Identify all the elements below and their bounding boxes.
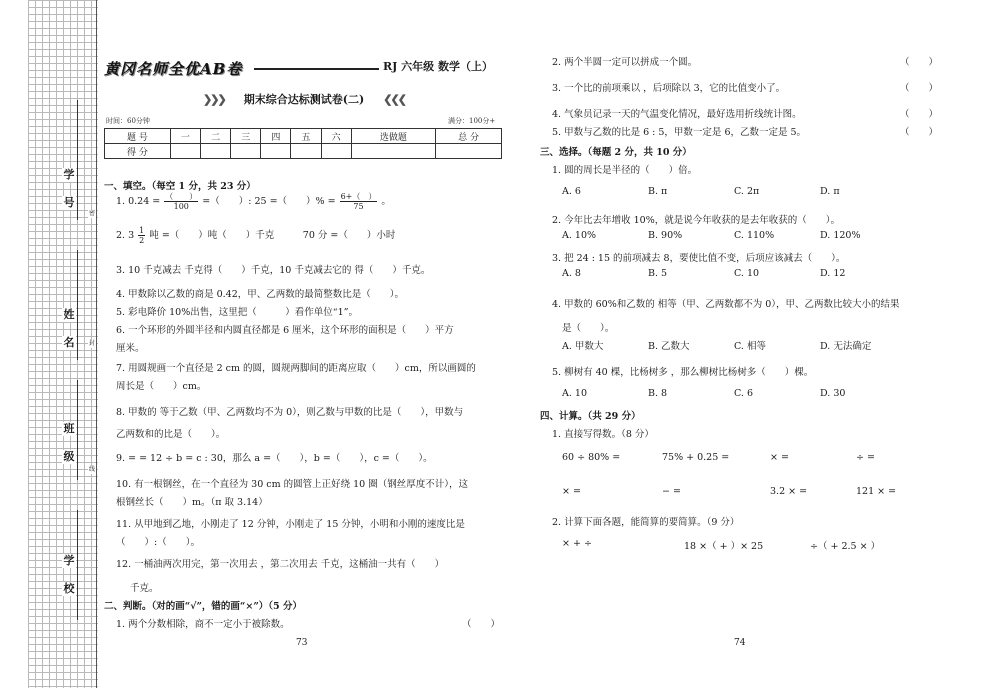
q2-frac-den: 2 [139,236,145,245]
choice-2: 2. 今年比去年增收 10%，就是说今年收获的是去年收获的（ ）。 [552,215,840,226]
seal-mark-1: 密 [88,210,95,217]
seal-mark-2: 封 [88,340,95,347]
score-header-cell: 六 [321,129,351,144]
score-header-cell: 四 [261,129,291,144]
q1-start: 1. 0.24 = [116,196,161,207]
score-header-cell: 三 [231,129,261,144]
choice-3-option-a[interactable]: A. 8 [562,268,581,279]
calc-2-item-1: × + ÷ [562,538,592,549]
judge-5: 5. 甲数与乙数的比是 6 : 5，甲数一定是 6，乙数一定是 5。 [552,127,807,138]
choice-2-option-d[interactable]: D. 120% [820,230,861,241]
score-cell[interactable] [201,144,231,159]
choice-1-option-a[interactable]: A. 6 [562,186,581,197]
choice-1-option-c[interactable]: C. 2π [734,186,760,197]
score-cell[interactable] [170,144,200,159]
question-12-line1: 12. 一桶油两次用完，第一次用去 ，第二次用去 千克，这桶油一共有（ ） [116,559,445,570]
choice-2-option-b[interactable]: B. 90% [648,230,683,241]
q1-frac-num: （ ） [165,192,198,201]
judge-5-answer[interactable]: （ ） [900,127,939,138]
question-1 [116,192,391,211]
question-5: 5. 彩电降价 10%出售，这里把（ ）看作单位“1”。 [116,307,358,318]
school-label-2: 校 [63,582,75,595]
name-label-2: 名 [63,336,75,349]
name-line [77,250,78,360]
exam-title-row [104,88,504,108]
score-cell[interactable] [231,144,261,159]
question-6-line1: 6. 一个环形的外圆半径和内圆直径都是 6 厘米，这个环形的面积是（ ）平方 [116,325,454,336]
question-7-line1: 7. 用圆规画一个直径是 2 cm 的圆，圆规两脚间的距离应取（ ）cm，所以画圆的 [116,363,476,374]
choice-4-option-d[interactable]: D. 无法确定 [820,341,872,352]
choice-2-option-a[interactable]: A. 10% [562,230,597,241]
student-number-label-1: 学 [63,168,75,181]
brand-text: 黄冈名师全优AB卷 [104,60,243,78]
q2-start: 2. 3 [116,230,135,241]
margin-line [96,0,97,688]
choice-3: 3. 把 24 : 15 的前项减去 8，要使比值不变，后项应该减去（ ）。 [552,253,846,264]
full-score: 满分：100分+ [448,117,496,125]
section-choice: 三、选择。（每题 2 分，共 10 分） [540,147,692,158]
question-6-line2: 厘米。 [116,343,145,354]
choice-2-option-c[interactable]: C. 110% [734,230,775,241]
judge-3: 3. 一个比的前项乘以 ，后项除以 3，它的比值变小了。 [552,83,786,94]
question-9: 9. = = 12 ÷ b = c : 30，那么 a =（ ），b =（ ），c =（ ）。 [116,453,433,464]
choice-1-option-b[interactable]: B. π [648,186,668,197]
name-label-1: 姓 [63,308,75,321]
question-8-line1: 8. 甲数的 等于乙数（甲、乙两数均不为 0），则乙数与甲数的比是（ ），甲数与 [116,407,464,418]
choice-3-option-c[interactable]: C. 10 [734,268,760,279]
question-3: 3. 10 千克减去 千克得（ ）千克，10 千克减去它的 得（ ）千克。 [116,265,431,276]
question-12-line2: 千克。 [130,583,159,594]
question-10-line1: 10. 有一根钢丝，在一个直径为 30 cm 的圆管上正好绕 10 圈（钢丝厚度不计），这 [116,479,468,490]
class-label-1: 班 [63,422,75,435]
time-limit: 时间：60分钟 [106,117,150,125]
judge-2: 2. 两个半圆一定可以拼成一个圆。 [552,57,698,68]
q2-rest: 吨 =（ ）吨（ ）千克 70 分 =（ ）小时 [149,230,396,241]
calc-1-item-3: × = [770,452,789,463]
question-7-line2: 周长是（ ）cm。 [116,381,207,392]
section-calculation: 四、计算。（共 29 分） [540,411,641,422]
calc-2-heading: 2. 计算下面各题，能简算的要简算。（9 分） [552,517,740,528]
chevrons-right: ❮❮❮ [383,93,405,106]
calc-1-item-2: 75% + 0.25 = [662,452,730,463]
q1-frac2-num: 6+（ ） [340,192,377,201]
score-cell[interactable] [436,144,502,159]
q1-period: 。 [381,196,391,207]
school-label-1: 学 [63,554,75,567]
question-11-line1: 11. 从甲地到乙地，小刚走了 12 分钟，小刚走了 15 分钟，小明和小刚的速度比是 [116,519,465,530]
class-line [77,380,78,480]
question-10-line2: 根钢丝长（ ）m。（π 取 3.14） [116,497,268,508]
q1-frac2-den: 75 [353,202,364,211]
judge-2-answer[interactable]: （ ） [900,57,939,68]
judge-4: 4. 气象员记录一天的气温变化情况，最好选用折线统计图。 [552,109,802,120]
score-header-cell: 二 [201,129,231,144]
choice-4-option-a[interactable]: A. 甲数大 [562,341,604,352]
calc-1-item-5: × = [562,486,581,497]
seal-mark-3: 线 [88,466,95,473]
choice-5-option-a[interactable]: A. 10 [562,388,587,399]
score-header-cell: 总 分 [436,129,502,144]
chevrons-left: ❯❯❯ [203,93,225,106]
score-table-header-row [105,129,502,144]
calc-1-item-1: 60 ÷ 80% = [562,452,621,463]
q1-middle: =（ ）: 25 =（ ）% = [202,196,336,207]
choice-5-option-b[interactable]: B. 8 [648,388,668,399]
question-4: 4. 甲数除以乙数的商是 0.42，甲、乙两数的最简整数比是（ ）。 [116,289,405,300]
q1-fraction-1 [164,192,198,211]
section-judgement: 二、判断。（对的画“√”，错的画“×”）（5 分） [104,601,302,612]
score-table-score-row [105,144,502,159]
choice-3-option-b[interactable]: B. 5 [648,268,668,279]
question-8-line2: 乙两数和的比是（ ）。 [116,429,226,440]
score-cell[interactable] [261,144,291,159]
calc-2-item-3: ÷（ + 2.5 × ） [810,541,881,552]
choice-1-option-d[interactable]: D. π [820,186,840,197]
q2-frac-num: 1 [139,226,145,235]
choice-4-line2: 是（ ）。 [562,323,615,334]
question-2 [116,226,395,245]
choice-3-option-d[interactable]: D. 12 [820,268,846,279]
choice-4-option-c[interactable]: C. 相等 [734,341,766,352]
student-number-line [77,100,78,220]
calc-1-item-7: 3.2 × = [770,486,808,497]
score-header-cell: 五 [291,129,321,144]
choice-1: 1. 圆的周长是半径的（ ）倍。 [552,165,698,176]
score-header-cell: 题 号 [105,129,171,144]
judge-3-answer[interactable]: （ ） [900,83,939,94]
page-number-left: 73 [296,638,308,648]
choice-5-option-c[interactable]: C. 6 [734,388,754,399]
score-row-label: 得 分 [105,144,171,159]
class-label-2: 级 [63,450,75,463]
choice-4-line1: 4. 甲数的 60%和乙数的 相等（甲、乙两数都不为 0），甲、乙两数比较大小的结果 [552,299,900,310]
score-table [104,128,502,159]
score-cell[interactable] [291,144,321,159]
calc-1-item-4: ÷ = [856,452,875,463]
section-fill-blank: 一、填空。（每空 1 分，共 23 分） [104,181,256,192]
page-number-right: 74 [734,638,746,648]
grade-label: RJ 六年级 数学（上） [383,60,494,73]
calc-1-item-6: − = [662,486,681,497]
choice-5: 5. 柳树有 40 棵，比杨树多 ，那么柳树比杨树多（ ）棵。 [552,367,814,378]
score-cell[interactable] [351,144,435,159]
q1-frac-den: 100 [173,202,189,211]
header-rule [254,68,379,70]
judge-1-answer[interactable]: （ ） [462,619,501,630]
q2-fraction [138,226,145,245]
calc-1-item-8: 121 × = [856,486,897,497]
exam-title: 期末综合达标测试卷(二) [243,93,365,106]
calc-2-item-2: 18 ×（ + ）× 25 [684,541,764,552]
choice-4-option-b[interactable]: B. 乙数大 [648,341,690,352]
score-header-cell: 一 [170,129,200,144]
judge-4-answer[interactable]: （ ） [900,109,939,120]
score-header-cell: 选做题 [351,129,435,144]
student-number-label-2: 号 [63,196,75,209]
calc-1-heading: 1. 直接写得数。（8 分） [552,429,654,440]
choice-5-option-d[interactable]: D. 30 [820,388,846,399]
q1-fraction-2 [340,192,378,211]
school-line [77,510,78,620]
brand-logo [104,58,254,78]
question-11-line2: （ ）:（ ）。 [116,537,200,548]
score-cell[interactable] [321,144,351,159]
judge-1: 1. 两个分数相除，商不一定小于被除数。 [116,619,290,630]
